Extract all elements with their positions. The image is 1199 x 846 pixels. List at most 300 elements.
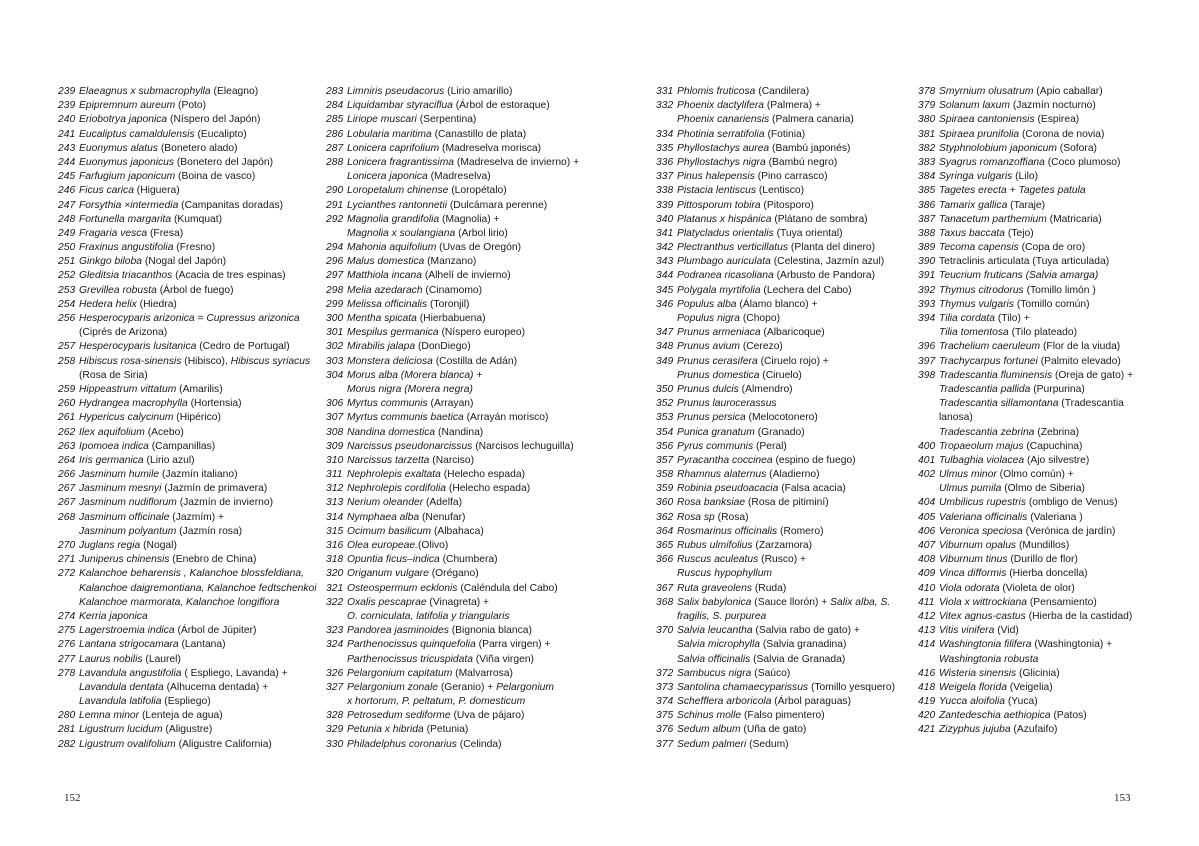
scientific-name: Sambucus nigra <box>677 667 752 679</box>
scientific-name: Fortunella margarita <box>79 213 172 225</box>
index-entry <box>326 624 596 638</box>
index-entry <box>656 525 926 539</box>
scientific-name: Washingtonia filifera <box>939 639 1032 651</box>
scientific-name: Photinia serratifolia <box>677 128 765 140</box>
index-entry <box>58 113 328 127</box>
scientific-name: Rubus ulmifolius <box>677 540 753 551</box>
index-entry <box>326 85 596 99</box>
common-name: (Eucalipto) <box>194 128 247 140</box>
entry-page-number: 303 <box>326 355 344 367</box>
entry-page-number: 298 <box>326 284 344 296</box>
entry-page-number: 410 <box>918 582 936 594</box>
common-name: (Oreja de gato) + <box>1052 369 1134 381</box>
scientific-name: Viola odorata <box>939 582 1000 594</box>
entry-page-number: 290 <box>326 185 344 197</box>
entry-page-number: 380 <box>918 114 936 126</box>
common-name: (Salvia granadina) <box>759 639 847 651</box>
index-entry <box>656 738 926 752</box>
index-entry <box>918 99 1188 113</box>
entry-page-number: 416 <box>918 667 936 679</box>
common-name: (Albaricoque) <box>760 327 825 339</box>
index-entry <box>58 284 328 298</box>
index-entry <box>58 454 328 468</box>
index-entry <box>326 383 596 397</box>
index-entry <box>918 227 1188 241</box>
entry-page-number: 315 <box>326 525 344 537</box>
index-entry <box>326 128 596 142</box>
index-entry <box>918 653 1188 667</box>
index-entry <box>918 539 1188 553</box>
entry-page-number: 370 <box>656 625 674 637</box>
common-name: (Dulcámara perenne) <box>447 199 548 211</box>
common-name: (Lantana) <box>178 639 226 651</box>
common-name: (Narciso) <box>429 454 475 466</box>
entry-page-number: 316 <box>326 540 344 551</box>
entry-page-number: 373 <box>656 681 674 693</box>
entry-page-number: 323 <box>326 625 344 637</box>
entry-page-number: 249 <box>58 227 76 239</box>
common-name: (Petunia) <box>423 724 469 736</box>
entry-page-number: 294 <box>326 242 344 254</box>
index-entry <box>58 582 328 596</box>
index-entry <box>58 312 328 326</box>
index-entry <box>58 525 328 539</box>
entry-page-number: 312 <box>326 483 344 495</box>
index-entry <box>918 426 1188 440</box>
entry-page-number: 318 <box>326 554 344 566</box>
entry-page-number: 258 <box>58 355 76 367</box>
scientific-name: Tilia tomentosa <box>939 327 1009 339</box>
common-name: (Toronjil) <box>427 298 470 310</box>
common-name: (Taraje) <box>1007 199 1046 211</box>
index-entry <box>918 667 1188 681</box>
entry-page-number: 349 <box>656 355 674 367</box>
index-entry <box>58 482 328 496</box>
index-entry <box>58 440 328 454</box>
scientific-name: Viburnum tinus <box>939 554 1008 566</box>
common-name: (Candilera) <box>755 86 810 97</box>
common-name: (Tuya oriental) <box>773 227 843 239</box>
index-entry <box>58 468 328 482</box>
scientific-name: Juniperus chinensis <box>79 554 170 566</box>
index-entry <box>918 326 1188 340</box>
entry-page-number: 307 <box>326 412 344 424</box>
scientific-name: Veronica speciosa <box>939 525 1023 537</box>
index-entry <box>656 369 926 383</box>
entry-page-number: 252 <box>58 270 76 282</box>
index-entry <box>326 284 596 298</box>
scientific-name: Ocimum basilicum <box>347 525 432 537</box>
common-name: (Alhelí de invierno) <box>421 270 511 282</box>
index-entry <box>58 681 328 695</box>
scientific-name: Philadelphus coronarius <box>347 738 457 750</box>
entry-page-number: 283 <box>326 86 344 97</box>
common-name: (Orégano) <box>428 568 479 580</box>
common-name: (Arrayán morisco) <box>463 412 549 424</box>
common-name: (Vinagreta) + <box>426 596 490 608</box>
index-entry <box>918 128 1188 142</box>
index-entry <box>918 369 1188 383</box>
entry-page-number: 327 <box>326 681 344 693</box>
index-entry <box>918 85 1188 99</box>
index-entry <box>656 667 926 681</box>
common-name: (Jazmín de invierno) <box>176 497 274 509</box>
scientific-name: Ruscus aculeatus <box>677 554 759 566</box>
scientific-name: Lonicera japonica <box>347 171 428 183</box>
scientific-name: Tamarix gallica <box>939 199 1008 211</box>
scientific-name: Yucca aloifolia <box>939 696 1006 708</box>
scientific-name: Tilia cordata <box>939 313 995 324</box>
entry-page-number: 259 <box>58 383 76 395</box>
index-entry <box>58 610 328 624</box>
scientific-name: Magnolia grandifolia <box>347 213 440 225</box>
entry-page-number: 314 <box>326 511 344 523</box>
entry-page-number: 412 <box>918 610 936 622</box>
scientific-name: Epipremnum aureum <box>79 100 176 112</box>
scientific-name: Jasminum polyantum <box>79 525 177 537</box>
common-name: (Glicinia) <box>1016 667 1060 679</box>
entry-page-number: 332 <box>656 100 674 112</box>
common-name: (Madreselva morisca) <box>439 142 542 154</box>
index-entry <box>918 199 1188 213</box>
common-name: (Verónica de jardín) <box>1022 525 1116 537</box>
entry-page-number: 385 <box>918 185 936 197</box>
entry-page-number: 365 <box>656 540 674 551</box>
common-name: (Tilo plateado) <box>1008 327 1078 339</box>
common-name: (Falsa acacia) <box>778 483 846 495</box>
scientific-name: Prunus armeniaca <box>677 327 761 339</box>
index-entry <box>918 241 1188 255</box>
entry-page-number: 247 <box>58 199 76 211</box>
common-name: (Ciruelo) <box>759 369 802 381</box>
index-entry <box>656 397 926 411</box>
common-name: (Ajo silvestre) <box>1024 454 1090 466</box>
index-entry <box>326 610 596 624</box>
common-name: (Eleagno) <box>210 86 259 97</box>
index-entry <box>918 553 1188 567</box>
scientific-name: Hypericus calycinum <box>79 412 174 424</box>
index-entry <box>918 638 1188 652</box>
scientific-name: Myrtus communis <box>347 398 428 410</box>
entry-page-number: 308 <box>326 426 344 438</box>
scientific-name: Phyllostachys aurea <box>677 142 770 154</box>
scientific-name: Lagerstroemia indica <box>79 625 175 637</box>
entry-page-number: 389 <box>918 242 936 254</box>
scientific-name: Nerium oleander <box>347 497 424 509</box>
entry-page-number: 264 <box>58 454 76 466</box>
index-entry <box>58 340 328 354</box>
common-name: (Tilo) + <box>995 313 1030 324</box>
scientific-name: Polygala myrtifolia <box>677 284 761 296</box>
index-entry <box>918 298 1188 312</box>
scientific-name: Elaeagnus x submacrophylla <box>79 86 211 97</box>
index-entry <box>918 525 1188 539</box>
index-entry <box>326 426 596 440</box>
common-name: (Hierbabuena) <box>416 313 486 324</box>
scientific-name: Mahonia aquifolium <box>347 242 437 254</box>
scientific-name: Limniris pseudacorus <box>347 86 445 97</box>
scientific-name: Styphnolobium japonicum <box>939 142 1057 154</box>
scientific-name: Morus nigra (Morera negra) <box>347 383 473 395</box>
scientific-name: Morus alba (Morera blanca) <box>347 369 474 381</box>
common-name: (Hibisco), <box>181 355 231 367</box>
common-name: (Poto) <box>175 100 207 112</box>
entry-page-number: 299 <box>326 298 344 310</box>
common-name: (Árbol paraguas) <box>771 696 851 708</box>
common-name: (Cerezo) <box>739 341 783 353</box>
index-entry <box>58 142 328 156</box>
index-entry <box>326 582 596 596</box>
scientific-name: Pelargonium zonale <box>347 681 439 693</box>
entry-page-number: 313 <box>326 497 344 509</box>
index-entry <box>656 638 926 652</box>
scientific-name: Rhamnus alaternus <box>677 469 767 481</box>
scientific-name: Ilex aquifolium <box>79 426 145 438</box>
index-entry <box>58 199 328 213</box>
scientific-name: Forsythia ×intermedia <box>79 199 179 211</box>
common-name: (Peral) <box>753 440 787 452</box>
index-entry <box>58 638 328 652</box>
index-entry <box>918 582 1188 596</box>
common-name: (Tomillo común) <box>1013 298 1090 310</box>
index-entry <box>58 269 328 283</box>
entry-page-number: 339 <box>656 199 674 211</box>
scientific-name: Phoenix dactylifera <box>677 100 765 112</box>
entry-page-number: 379 <box>918 100 936 112</box>
common-name: (Jazmín nocturno) <box>1009 100 1096 112</box>
common-name: (Jazmím) + <box>169 511 225 523</box>
common-name: (Romero) <box>777 525 824 537</box>
entry-page-number: 378 <box>918 86 936 97</box>
index-entry <box>326 596 596 610</box>
index-entry <box>918 681 1188 695</box>
index-entry <box>326 113 596 127</box>
index-entry <box>656 326 926 340</box>
scientific-name: Mentha spicata <box>347 313 417 324</box>
scientific-name: Jasminum officinale <box>79 511 170 523</box>
index-entry <box>656 610 926 624</box>
page-number-left: 152 <box>64 792 81 804</box>
scientific-name: Nephrolepis exaltata <box>347 469 441 481</box>
entry-page-number: 344 <box>656 270 674 282</box>
common-name: (Lentisco) <box>755 185 805 197</box>
common-name: (Apio caballar) <box>1033 86 1103 97</box>
common-name: (Hierba de la castidad) <box>1025 610 1133 622</box>
index-entry <box>918 312 1188 326</box>
index-entry <box>656 170 926 184</box>
entry-page-number: 300 <box>326 313 344 324</box>
index-entry <box>326 496 596 510</box>
scientific-name: Rosa sp <box>677 511 715 523</box>
entry-page-number: 272 <box>58 568 76 580</box>
scientific-name: Hesperocyparis arizonica = Cupressus arizonica <box>79 313 300 324</box>
index-entry <box>326 738 596 752</box>
index-entry <box>58 170 328 184</box>
scientific-name: Hibiscus rosa-sinensis <box>79 355 182 367</box>
common-name: (Serpentina) <box>416 114 477 126</box>
scientific-name: Lobularia maritima <box>347 128 432 140</box>
entry-page-number: 367 <box>656 582 674 594</box>
entry-page-number: 394 <box>918 313 936 324</box>
index-entry <box>58 227 328 241</box>
index-entry <box>58 596 328 610</box>
entry-page-number: 292 <box>326 213 344 225</box>
index-entry <box>656 468 926 482</box>
scientific-name: Schinus molle <box>677 710 742 722</box>
entry-page-number: 413 <box>918 625 936 637</box>
scientific-name: Prunus laurocerassus <box>677 398 777 410</box>
index-entry <box>58 709 328 723</box>
common-name: (Coco plumoso) <box>1044 156 1121 168</box>
common-name: (Veigelia) <box>1006 681 1053 693</box>
common-name: (Boina de vasco) <box>175 171 256 183</box>
index-entry <box>326 369 596 383</box>
scientific-name: Prunus avium <box>677 341 740 353</box>
common-name: (Olmo común) + <box>996 469 1074 481</box>
common-name: (Uvas de Oregón) <box>436 242 521 254</box>
index-entry <box>58 241 328 255</box>
entry-page-number: 270 <box>58 540 76 551</box>
index-entry <box>918 624 1188 638</box>
index-column-1 <box>58 85 328 752</box>
entry-page-number: 310 <box>326 454 344 466</box>
scientific-name: Weigela florida <box>939 681 1007 693</box>
index-entry <box>918 468 1188 482</box>
index-entry <box>656 567 926 581</box>
index-entry <box>58 411 328 425</box>
scientific-name: Trachycarpus fortunei <box>939 355 1038 367</box>
index-entry <box>656 355 926 369</box>
index-entry <box>656 284 926 298</box>
entry-page-number: 296 <box>326 256 344 268</box>
scientific-name: Euonymus japonicus <box>79 156 175 168</box>
common-name: (Nogal) <box>140 540 177 551</box>
index-entry <box>656 511 926 525</box>
index-entry <box>58 369 328 383</box>
scientific-name: Gleditsia triacanthos <box>79 270 173 282</box>
common-name: (Kumquat) <box>171 213 223 225</box>
common-name: (Lirio amarillo) <box>444 86 513 97</box>
index-entry <box>918 567 1188 581</box>
index-entry <box>918 511 1188 525</box>
common-name: (Hierba doncella) <box>1006 568 1088 580</box>
entry-page-number: 266 <box>58 469 76 481</box>
common-name: (Madreselva de invierno) + <box>454 156 580 168</box>
scientific-name: Juglans regia <box>79 540 141 551</box>
common-name: (Ruda) <box>751 582 787 594</box>
common-name: (Lechera del Cabo) <box>760 284 852 296</box>
common-name: (Rosa) <box>714 511 749 523</box>
entry-page-number: 358 <box>656 469 674 481</box>
index-entry <box>656 582 926 596</box>
index-entry <box>326 511 596 525</box>
scientific-name: Populus nigra <box>677 313 740 324</box>
common-name: (Tejo) <box>1005 227 1034 239</box>
index-entry <box>58 383 328 397</box>
common-name: (Madreselva) <box>427 171 491 183</box>
entry-page-number: 306 <box>326 398 344 410</box>
index-entry <box>656 312 926 326</box>
entry-page-number: 401 <box>918 454 936 466</box>
scientific-name: Iris germanica <box>79 454 144 466</box>
common-name: (Bonetero del Japón) <box>174 156 274 168</box>
scientific-name: Ruta graveolens <box>677 582 752 594</box>
common-name: (Corona de novia) <box>1019 128 1105 140</box>
index-entry <box>58 213 328 227</box>
entry-page-number: 241 <box>58 128 76 140</box>
scientific-name: Ginkgo biloba <box>79 256 142 268</box>
common-name: lanosa) <box>939 412 973 424</box>
entry-page-number: 354 <box>656 426 674 438</box>
scientific-name: Pinus halepensis <box>677 171 755 183</box>
index-entry <box>326 440 596 454</box>
common-name: (Níspero del Japón) <box>167 114 261 126</box>
scientific-name: Plumbago auriculata <box>677 256 771 268</box>
scientific-name: Viola x wittrockiana <box>939 596 1027 608</box>
entry-page-number: 374 <box>656 696 674 708</box>
scientific-name: Jasminum humile <box>79 469 160 481</box>
common-name: (Copa de oro) <box>1018 242 1086 254</box>
common-name: (Rosa de Siria) <box>79 369 148 381</box>
index-entry <box>326 326 596 340</box>
entry-page-number: 239 <box>58 86 76 97</box>
entry-page-number: 284 <box>326 100 344 112</box>
index-entry <box>58 695 328 709</box>
common-name: (Patos) <box>1050 710 1087 722</box>
scientific-name: Thymus vulgaris <box>939 298 1014 310</box>
common-name: (Manzano) <box>424 256 477 268</box>
index-entry <box>656 99 926 113</box>
entry-page-number: 406 <box>918 525 936 537</box>
entry-page-number: 311 <box>326 469 343 481</box>
index-entry <box>326 99 596 113</box>
entry-page-number: 341 <box>656 227 674 239</box>
index-entry <box>58 723 328 737</box>
entry-page-number: 274 <box>58 610 76 622</box>
entry-page-number: 309 <box>326 440 344 452</box>
entry-page-number: 404 <box>918 497 936 509</box>
common-name: (Salvia rabo de gato) + <box>752 625 860 637</box>
scientific-name: Salvia leucantha <box>677 625 753 637</box>
index-entry <box>326 355 596 369</box>
scientific-name: Myrtus communis baetica <box>347 412 464 424</box>
index-entry <box>656 213 926 227</box>
common-name: (Celinda) <box>456 738 502 750</box>
entry-page-number: 256 <box>58 313 76 324</box>
index-entry <box>58 567 328 581</box>
entry-page-number: 267 <box>58 483 76 495</box>
scientific-name: Phyllostachys nigra <box>677 156 766 168</box>
scientific-name: Origanum vulgare <box>347 568 429 580</box>
common-name: (Níspero europeo) <box>438 327 526 339</box>
scientific-name: Spiraea cantoniensis <box>939 114 1035 126</box>
index-entry <box>326 681 596 695</box>
index-entry <box>656 113 926 127</box>
scientific-name: Pelargonium capitatum <box>347 667 453 679</box>
entry-page-number: 359 <box>656 483 674 495</box>
common-name: (Hipérico) <box>173 412 221 424</box>
common-name: (Acebo) <box>144 426 184 438</box>
scientific-name: Wisteria sinensis <box>939 667 1017 679</box>
common-name: (Uña de gato) <box>740 724 807 736</box>
scientific-name: Eucaliptus camaldulensis <box>79 128 195 140</box>
scientific-name: Matthiola incana <box>347 270 422 282</box>
common-name: (Pino carrasco) <box>754 171 828 183</box>
index-entry <box>58 738 328 752</box>
index-entry <box>58 128 328 142</box>
index-entry <box>918 142 1188 156</box>
scientific-name: Platycladus orientalis <box>677 227 774 239</box>
